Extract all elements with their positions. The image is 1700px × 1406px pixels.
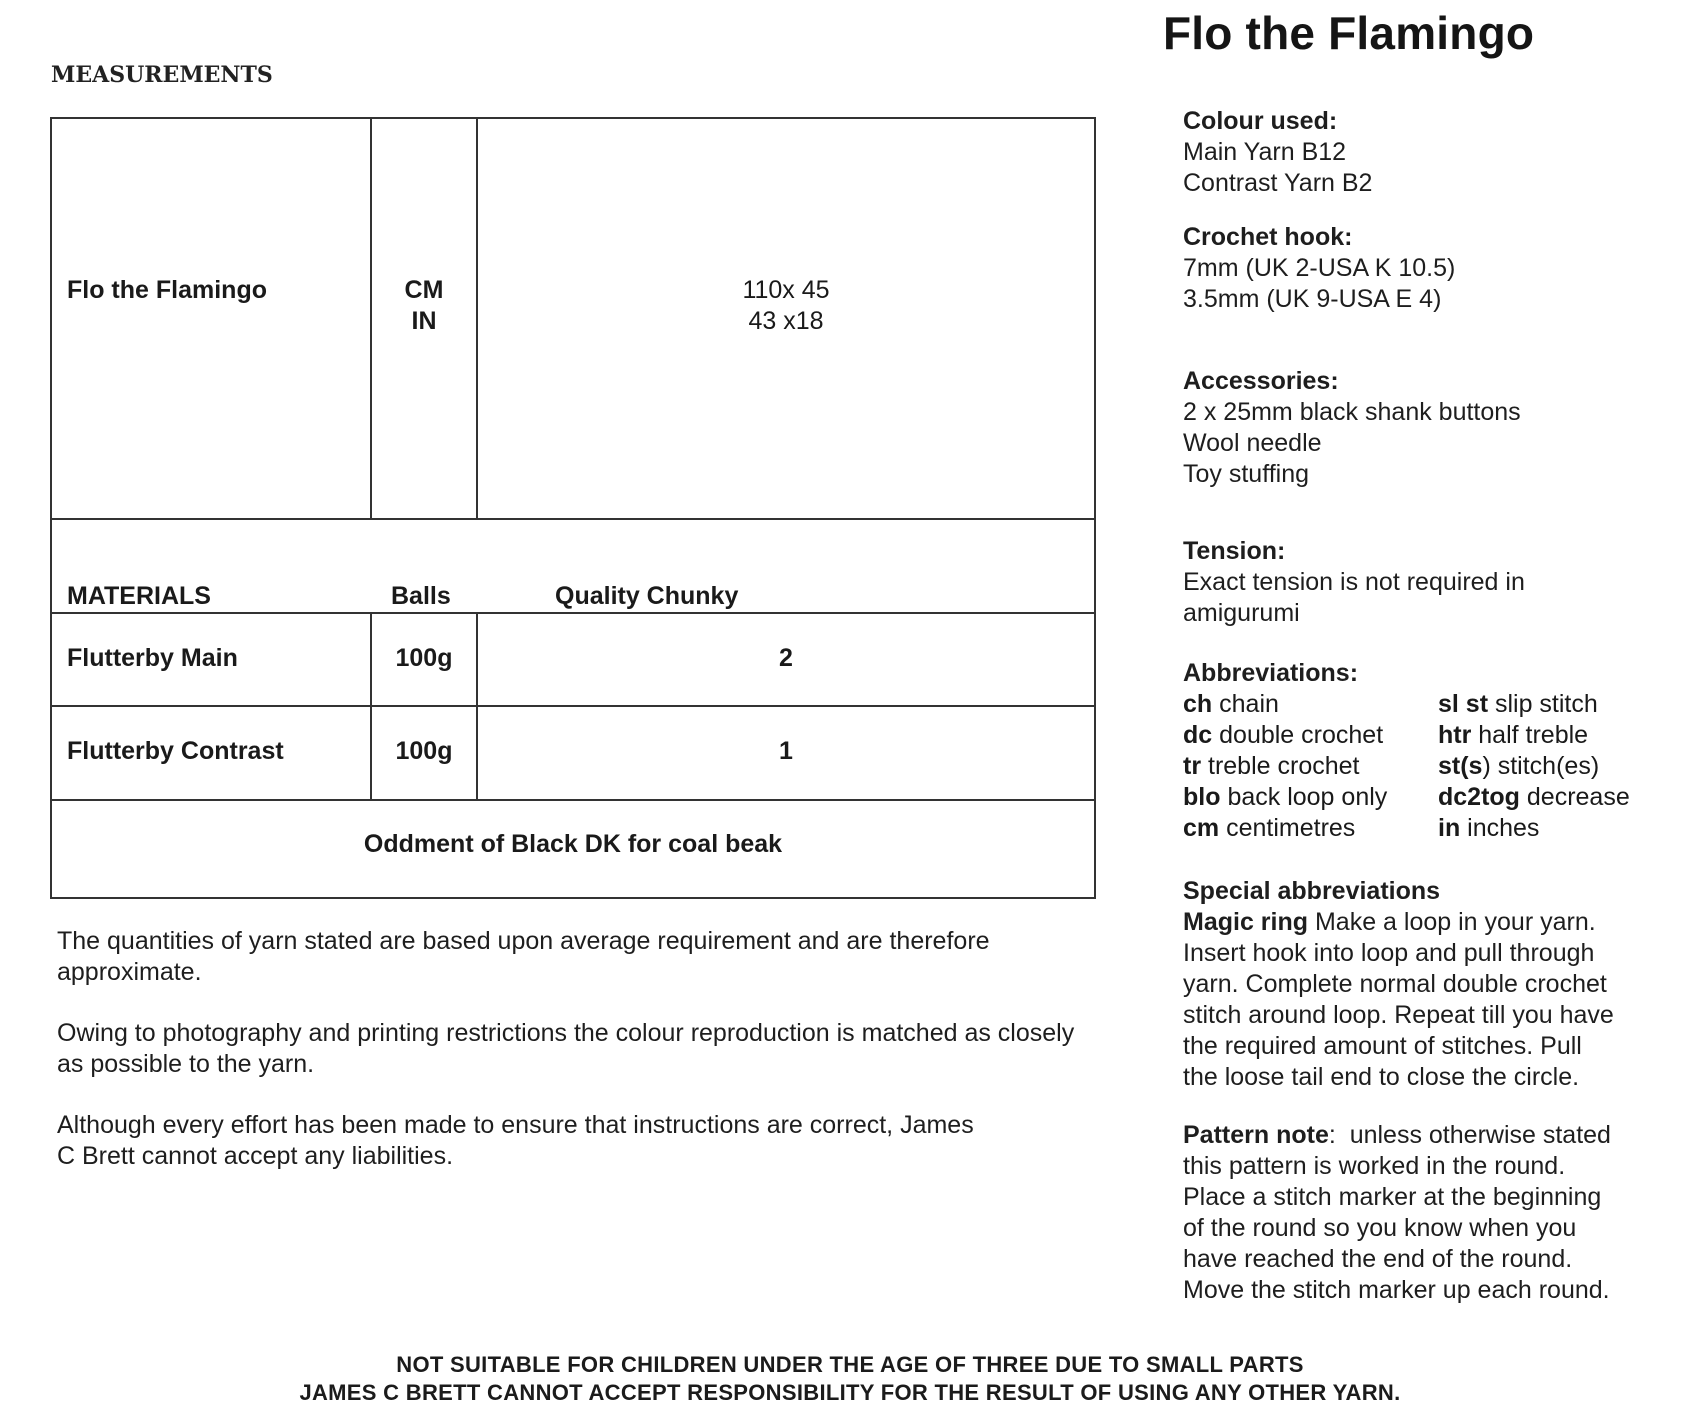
special-line: stitch around loop. Repeat till you have [1183, 1001, 1614, 1029]
abbreviation-key: dc2tog [1438, 783, 1520, 811]
special-line-text: Make a loop in your yarn. [1308, 908, 1596, 936]
abbreviation-row [1438, 751, 1630, 782]
accessories-section [1183, 366, 1521, 490]
abbreviation-row [1438, 813, 1630, 844]
abbreviation-text: treble crochet [1201, 752, 1360, 780]
abbreviation-text: ) stitch(es) [1482, 752, 1600, 780]
abbreviation-text: double crochet [1212, 721, 1384, 749]
abbreviation-row [1438, 782, 1630, 813]
abbreviation-text: decrease [1519, 783, 1630, 811]
abbreviation-key: dc [1183, 721, 1213, 749]
colour-reproduction-note: Owing to photography and printing restrictions the colour reproduction is matched as closely as possible to the yarn. [57, 1019, 1075, 1078]
pattern-note-section [1183, 1120, 1611, 1306]
special-line: the loose tail end to close the circle. [1183, 1063, 1580, 1091]
colour-line: Contrast Yarn B2 [1183, 169, 1373, 197]
abbreviation-row [1438, 720, 1630, 751]
table-divider [52, 612, 1094, 614]
hook-line: 3.5mm (UK 9-USA E 4) [1183, 285, 1442, 313]
accessory-line: Wool needle [1183, 429, 1322, 457]
table-divider [52, 705, 1094, 707]
table-divider [370, 613, 372, 800]
abbreviation-text: half treble [1471, 721, 1589, 749]
crochet-hook-heading: Crochet hook: [1183, 223, 1353, 251]
measurements-heading: MEASUREMENTS [51, 62, 273, 88]
unit-cm-label: CM [404, 276, 444, 304]
special-abbreviations-heading: Special abbreviations [1183, 877, 1441, 905]
pattern-note-line [1183, 1120, 1611, 1151]
pattern-note-text: : unless otherwise stated [1328, 1121, 1611, 1149]
size-in-value: 43 x18 [748, 307, 824, 335]
accessories-heading: Accessories: [1183, 367, 1339, 395]
tension-heading: Tension: [1183, 537, 1286, 565]
materials-extra-note: Oddment of Black DK for coal beak [363, 830, 783, 858]
accessory-line: Toy stuffing [1183, 460, 1310, 488]
colour-used-section [1183, 106, 1372, 199]
size-cm-value: 110x 45 [742, 276, 830, 304]
pattern-note-line: have reached the end of the round. [1183, 1245, 1573, 1273]
material-ball-count: 1 [779, 737, 793, 765]
materials-heading: MATERIALS [67, 582, 211, 610]
magic-ring-term: Magic ring [1183, 908, 1309, 936]
abbreviation-row [1183, 689, 1387, 720]
abbreviation-key: in [1438, 814, 1461, 842]
tension-line: Exact tension is not required in [1183, 568, 1525, 596]
abbreviations-left-column [1183, 689, 1387, 844]
special-abbreviations-section [1183, 876, 1614, 1093]
abbreviation-key: ch [1183, 690, 1213, 718]
unit-in-label: IN [411, 307, 437, 335]
abbreviation-key: htr [1438, 721, 1472, 749]
pattern-note-line: of the round so you know when you [1183, 1214, 1577, 1242]
special-line: the required amount of stitches. Pull [1183, 1032, 1582, 1060]
abbreviation-row [1183, 813, 1387, 844]
material-ball-count: 2 [779, 644, 793, 672]
pattern-note-term: Pattern note [1183, 1121, 1329, 1149]
abbreviations-heading: Abbreviations: [1183, 659, 1359, 687]
pattern-note-line: Place a stitch marker at the beginning [1183, 1183, 1602, 1211]
pattern-note-line: this pattern is worked in the round. [1183, 1152, 1566, 1180]
abbreviation-row [1183, 751, 1387, 782]
abbreviation-text: inches [1460, 814, 1540, 842]
balls-header: Balls [391, 582, 451, 610]
material-name: Flutterby Contrast [67, 737, 284, 765]
table-divider [476, 613, 478, 800]
table-divider [52, 518, 1094, 520]
tension-section [1183, 536, 1525, 629]
crochet-hook-section [1183, 222, 1455, 315]
material-weight: 100g [395, 644, 453, 672]
abbreviation-key: blo [1183, 783, 1221, 811]
pattern-note-line: Move the stitch marker up each round. [1183, 1276, 1610, 1304]
colour-line: Main Yarn B12 [1183, 138, 1347, 166]
quality-header: Quality Chunky [555, 582, 739, 610]
abbreviation-row [1183, 782, 1387, 813]
abbreviations-section [1183, 658, 1358, 689]
hook-line: 7mm (UK 2-USA K 10.5) [1183, 254, 1456, 282]
abbreviation-row [1183, 720, 1387, 751]
footer-warning-children: NOT SUITABLE FOR CHILDREN UNDER THE AGE OF THREE DUE TO SMALL PARTS [396, 1352, 1304, 1377]
yarn-quantity-note: The quantities of yarn stated are based upon average requirement and are therefore approximate. [57, 927, 990, 986]
measurements-materials-table [50, 117, 1096, 899]
liability-note: Although every effort has been made to ensure that instructions are correct, James C Brett cannot accept any liabilities. [57, 1111, 974, 1170]
colour-used-heading: Colour used: [1183, 107, 1338, 135]
abbreviations-right-column [1438, 689, 1630, 844]
measurement-item-name: Flo the Flamingo [67, 276, 267, 304]
special-line: yarn. Complete normal double crochet [1183, 970, 1607, 998]
tension-line: amigurumi [1183, 599, 1300, 627]
abbreviation-key: cm [1183, 814, 1220, 842]
table-divider [52, 799, 1094, 801]
special-line [1183, 907, 1614, 938]
abbreviation-text: slip stitch [1488, 690, 1598, 718]
abbreviation-key: st(s [1438, 752, 1483, 780]
abbreviation-key: tr [1183, 752, 1202, 780]
material-name: Flutterby Main [67, 644, 238, 672]
page-title: Flo the Flamingo [1163, 7, 1535, 59]
abbreviation-text: chain [1212, 690, 1279, 718]
footer-warning-yarn: JAMES C BRETT CANNOT ACCEPT RESPONSIBILITY FOR THE RESULT OF USING ANY OTHER YARN. [299, 1380, 1401, 1405]
material-weight: 100g [395, 737, 453, 765]
abbreviation-key: sl st [1438, 690, 1489, 718]
special-line: Insert hook into loop and pull through [1183, 939, 1595, 967]
accessory-line: 2 x 25mm black shank buttons [1183, 398, 1521, 426]
abbreviation-text: back loop only [1220, 783, 1388, 811]
abbreviation-row [1438, 689, 1630, 720]
abbreviation-text: centimetres [1219, 814, 1356, 842]
